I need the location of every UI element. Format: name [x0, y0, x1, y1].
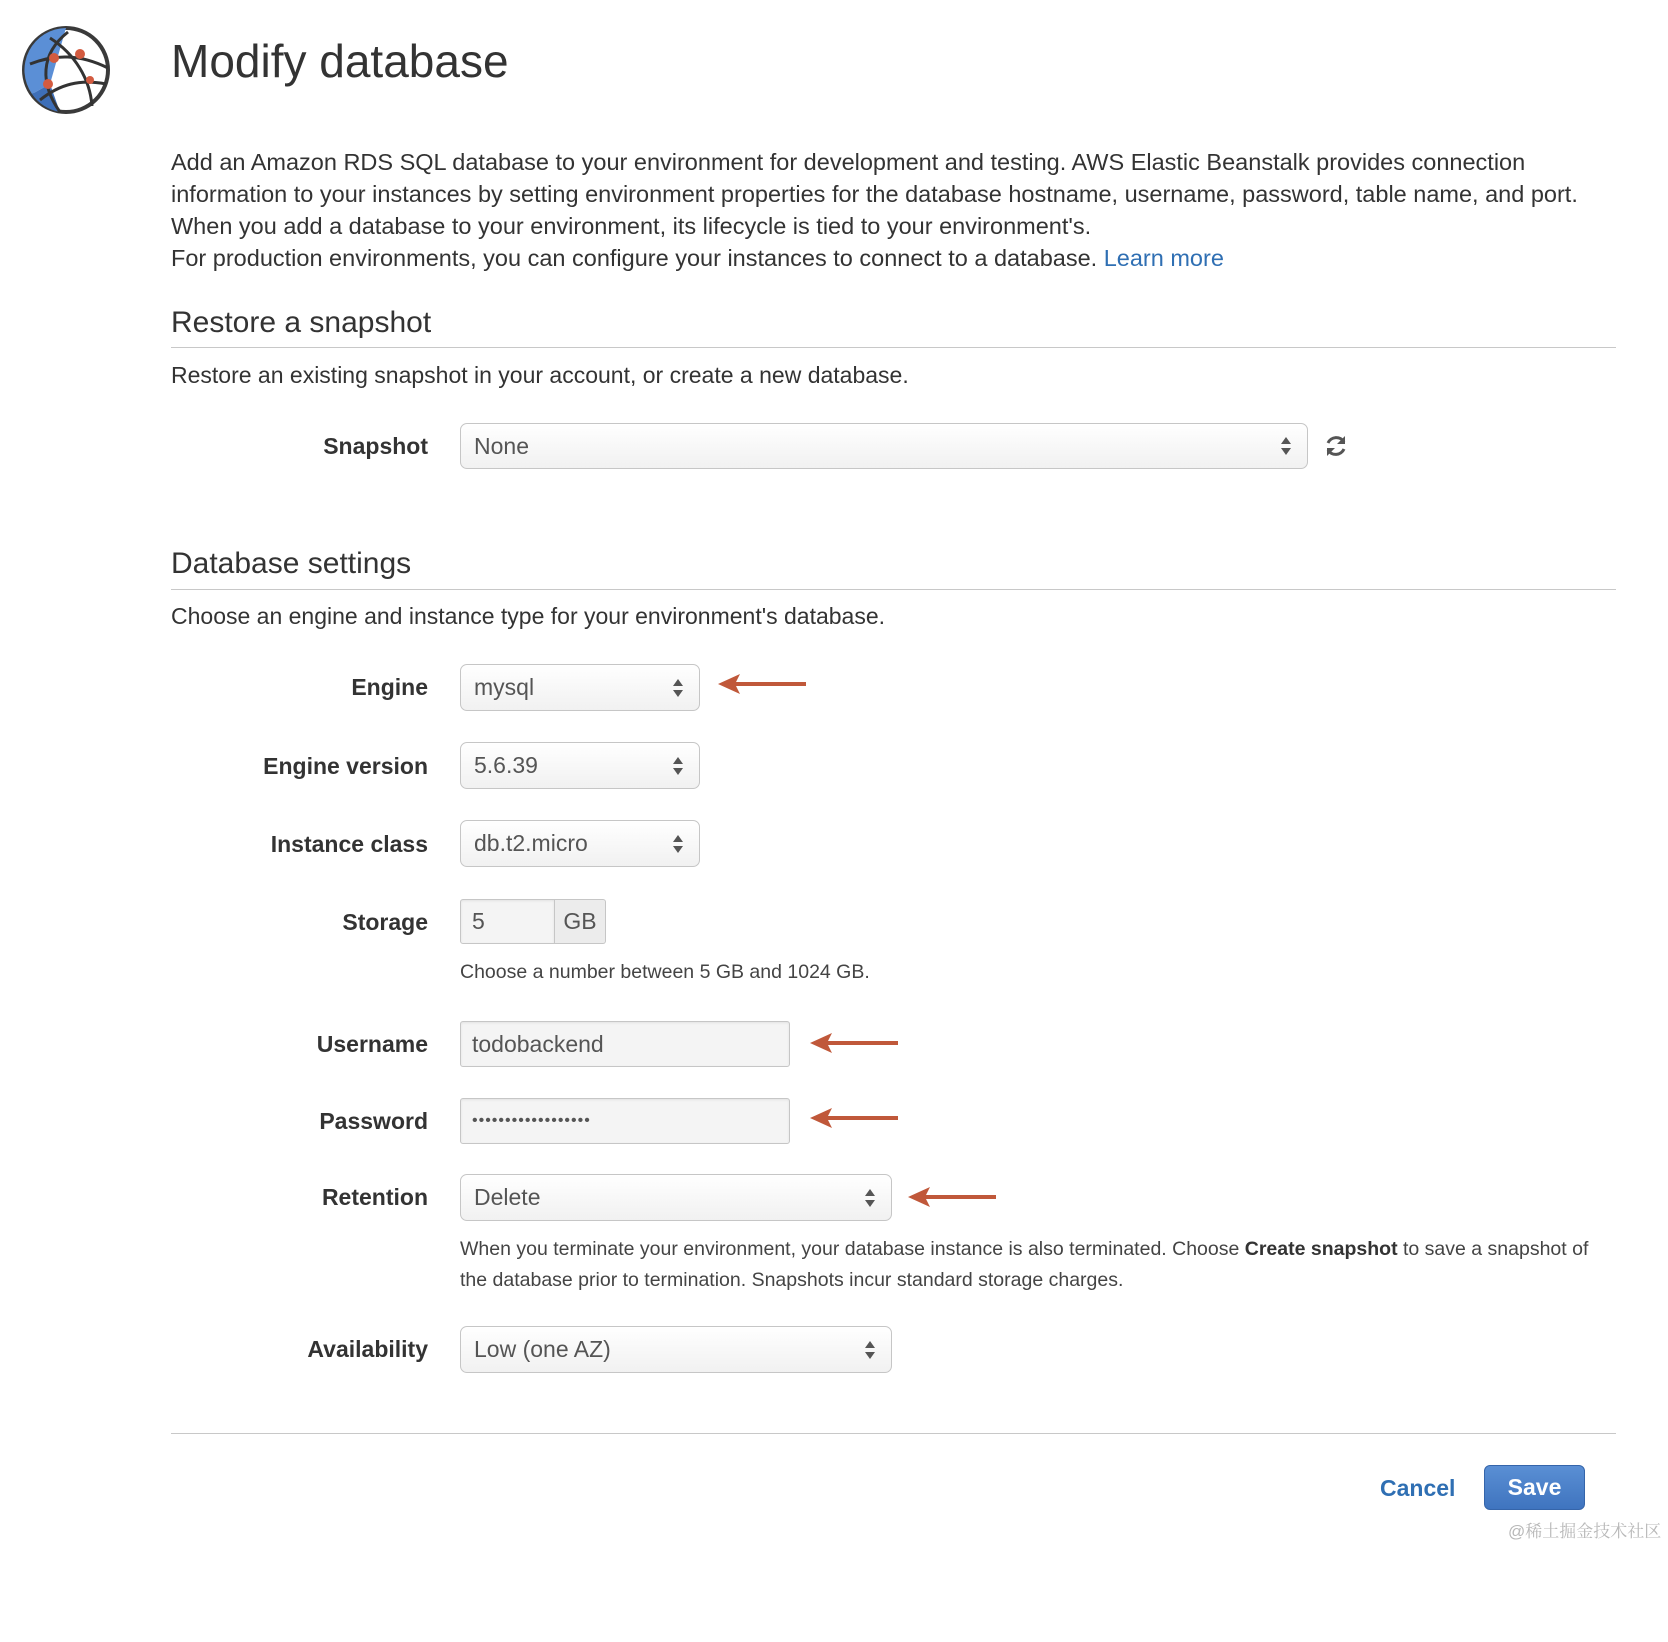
availability-label: Availability [307, 1336, 428, 1362]
instance-class-value: db.t2.micro [474, 830, 588, 856]
retention-help-bold: Create snapshot [1244, 1238, 1398, 1260]
settings-section-title: Database settings [171, 547, 412, 580]
watermark-text: @稀土掘金技术社区 [1508, 1522, 1662, 1541]
annotation-arrow-icon [808, 1031, 900, 1055]
snapshot-label: Snapshot [323, 433, 428, 459]
select-stepper-icon [665, 827, 691, 861]
engine-version-value: 5.6.39 [474, 752, 538, 778]
storage-value: 5 [472, 908, 485, 934]
intro-text [171, 146, 1631, 274]
learn-more-link[interactable]: Learn more [1103, 245, 1224, 271]
engine-label: Engine [351, 674, 428, 700]
elastic-beanstalk-globe-icon [20, 24, 112, 116]
instance-class-label: Instance class [270, 831, 428, 857]
storage-input[interactable] [460, 899, 555, 944]
snapshot-select[interactable] [460, 423, 1308, 469]
retention-value: Delete [474, 1184, 541, 1210]
username-input[interactable] [460, 1021, 790, 1067]
annotation-arrow-icon [716, 672, 808, 696]
password-label: Password [319, 1108, 428, 1134]
restore-section-title: Restore a snapshot [171, 306, 432, 339]
intro-production-note [171, 242, 1631, 274]
availability-value: Low (one AZ) [474, 1336, 611, 1362]
select-stepper-icon [1273, 429, 1299, 463]
refresh-icon[interactable] [1323, 433, 1349, 459]
intro-paragraph: Add an Amazon RDS SQL database to your environment for development and testing. AWS Elastic Beanstalk provides connection information to your instances by setting environment properties for the database hostname, username, password, table name, and port. When you add a database to your environment, its lifecycle is tied to your environment's. [171, 149, 1578, 239]
footer-divider [171, 1433, 1616, 1434]
engine-value: mysql [474, 674, 535, 700]
retention-select[interactable] [460, 1174, 892, 1221]
annotation-arrow-icon [906, 1185, 998, 1209]
storage-label: Storage [342, 909, 428, 935]
password-input[interactable] [460, 1098, 790, 1144]
select-stepper-icon [857, 1181, 883, 1215]
cancel-button[interactable]: Cancel [1380, 1475, 1456, 1501]
engine-version-label: Engine version [263, 753, 428, 779]
select-stepper-icon [857, 1333, 883, 1367]
section-divider [171, 347, 1616, 348]
restore-section-description: Restore an existing snapshot in your account, or create a new database. [171, 362, 909, 388]
annotation-arrow-icon [808, 1106, 900, 1130]
section-divider [171, 589, 1616, 590]
retention-help-pre: When you terminate your environment, your database instance is also terminated. Choose [460, 1238, 1240, 1260]
engine-version-select[interactable] [460, 742, 700, 789]
select-stepper-icon [665, 671, 691, 705]
retention-label: Retention [321, 1184, 428, 1210]
storage-unit-addon: GB [555, 899, 606, 944]
username-label: Username [316, 1031, 428, 1057]
engine-select[interactable] [460, 664, 700, 711]
save-button[interactable]: Save [1484, 1465, 1585, 1510]
settings-section-description: Choose an engine and instance type for your environment's database. [171, 603, 886, 629]
instance-class-select[interactable] [460, 820, 700, 867]
username-value: todobackend [472, 1030, 604, 1057]
retention-help-post: to save a snapshot of the database prior to termination. Snapshots incur standard storage charges. [460, 1238, 1589, 1291]
availability-select[interactable] [460, 1326, 892, 1373]
snapshot-value: None [474, 432, 529, 459]
select-stepper-icon [665, 749, 691, 783]
retention-help-text [460, 1234, 1620, 1296]
password-value: •••••••••••••••••• [472, 1112, 591, 1129]
page-title: Modify database [171, 35, 509, 87]
storage-help-text: Choose a number between 5 GB and 1024 GB. [460, 961, 870, 983]
intro-production-text: For production environments, you can configure your instances to connect to a database. [171, 245, 1098, 271]
